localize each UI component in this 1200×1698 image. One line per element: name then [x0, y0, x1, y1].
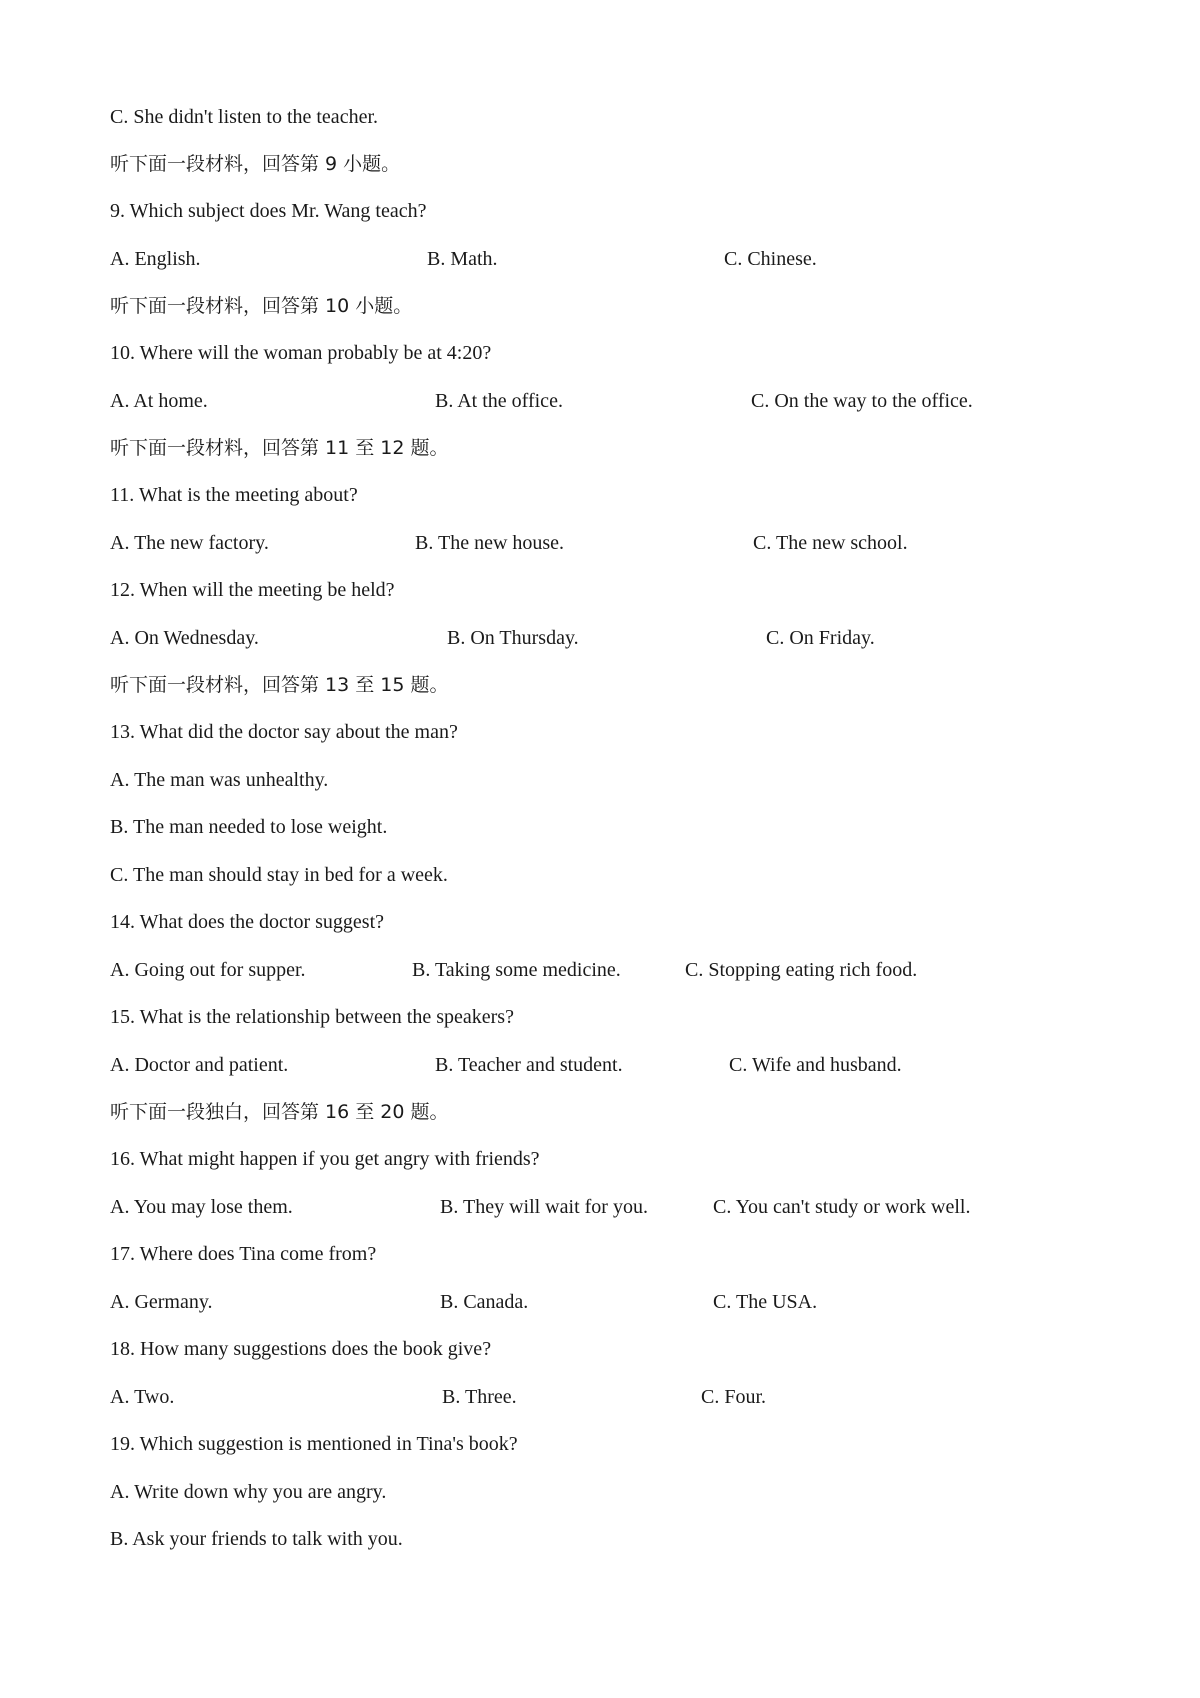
q12-option-c: C. On Friday. [766, 627, 875, 649]
question-18: 18. How many suggestions does the book give? [110, 1338, 492, 1360]
q18-option-a: A. Two. [110, 1386, 175, 1408]
question-12: 12. When will the meeting be held? [110, 579, 395, 601]
q15-option-b: B. Teacher and student. [435, 1054, 623, 1076]
q16-option-c: C. You can't study or work well. [713, 1196, 971, 1218]
q15-option-a: A. Doctor and patient. [110, 1054, 289, 1076]
q10-option-b: B. At the office. [435, 390, 563, 412]
question-14: 14. What does the doctor suggest? [110, 911, 385, 933]
question-16: 16. What might happen if you get angry with friends? [110, 1148, 540, 1170]
q8-option-c: C. She didn't listen to the teacher. [110, 106, 378, 128]
q10-option-c: C. On the way to the office. [751, 390, 973, 412]
q17-option-c: C. The USA. [713, 1291, 818, 1313]
q12-option-a: A. On Wednesday. [110, 627, 259, 649]
q13-option-a: A. The man was unhealthy. [110, 769, 329, 791]
q10-option-a: A. At home. [110, 390, 208, 412]
question-10: 10. Where will the woman probably be at 4:20? [110, 342, 492, 364]
q17-option-b: B. Canada. [440, 1291, 529, 1313]
q11-option-b: B. The new house. [415, 532, 565, 554]
section-instruction-16: 听下面一段独白，回答第 16 至 20 题。 [110, 1101, 449, 1123]
question-19: 19. Which suggestion is mentioned in Tina's book? [110, 1433, 518, 1455]
question-13: 13. What did the doctor say about the man? [110, 721, 458, 743]
q15-option-c: C. Wife and husband. [729, 1054, 902, 1076]
question-9: 9. Which subject does Mr. Wang teach? [110, 200, 427, 222]
q13-option-c: C. The man should stay in bed for a week. [110, 864, 448, 886]
q12-option-b: B. On Thursday. [447, 627, 579, 649]
q9-option-a: A. English. [110, 248, 201, 270]
q19-option-b: B. Ask your friends to talk with you. [110, 1528, 403, 1550]
question-11: 11. What is the meeting about? [110, 484, 358, 506]
section-instruction-9: 听下面一段材料，回答第 9 小题。 [110, 153, 401, 175]
q13-option-b: B. The man needed to lose weight. [110, 816, 388, 838]
q11-option-c: C. The new school. [753, 532, 908, 554]
q18-option-b: B. Three. [442, 1386, 517, 1408]
q16-option-b: B. They will wait for you. [440, 1196, 648, 1218]
section-instruction-10: 听下面一段材料，回答第 10 小题。 [110, 295, 413, 317]
q16-option-a: A. You may lose them. [110, 1196, 293, 1218]
q11-option-a: A. The new factory. [110, 532, 269, 554]
q9-option-b: B. Math. [427, 248, 498, 270]
question-17: 17. Where does Tina come from? [110, 1243, 377, 1265]
q9-option-c: C. Chinese. [724, 248, 817, 270]
q14-option-a: A. Going out for supper. [110, 959, 306, 981]
section-instruction-11: 听下面一段材料，回答第 11 至 12 题。 [110, 437, 449, 459]
question-15: 15. What is the relationship between the speakers? [110, 1006, 514, 1028]
q14-option-b: B. Taking some medicine. [412, 959, 621, 981]
q19-option-a: A. Write down why you are angry. [110, 1481, 387, 1503]
q14-option-c: C. Stopping eating rich food. [685, 959, 918, 981]
q18-option-c: C. Four. [701, 1386, 767, 1408]
section-instruction-13: 听下面一段材料，回答第 13 至 15 题。 [110, 674, 449, 696]
q17-option-a: A. Germany. [110, 1291, 213, 1313]
